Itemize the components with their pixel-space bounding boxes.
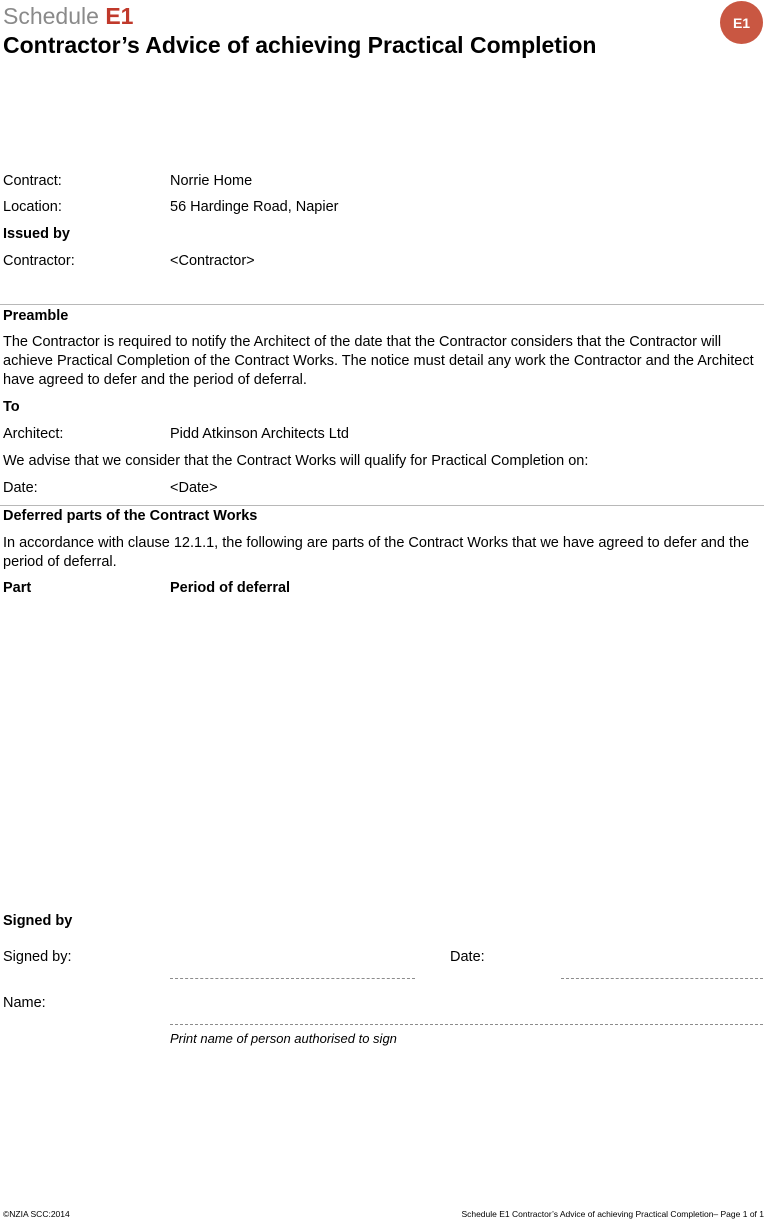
contract-value: Norrie Home <box>170 173 253 189</box>
contractor-label: Contractor: <box>3 253 75 269</box>
issued-by-heading: Issued by <box>3 226 70 242</box>
deferred-text: In accordance with clause 12.1.1, the following are parts of the Contract Works that we have agreed to defer and the period of deferral. <box>3 535 750 570</box>
date-value: <Date> <box>170 480 218 496</box>
contractor-value: <Contractor> <box>170 253 255 269</box>
schedule-badge: E1 <box>720 1 763 44</box>
contract-label: Contract: <box>3 173 62 189</box>
date-label: Date: <box>3 480 38 496</box>
divider <box>0 304 764 305</box>
schedule-label <box>3 3 133 30</box>
name-label: Name: <box>3 995 46 1011</box>
part-column-header: Part <box>3 580 32 596</box>
architect-value: Pidd Atkinson Architects Ltd <box>170 426 349 442</box>
advice-text: We advise that we consider that the Contract Works will qualify for Practical Completion on: <box>3 453 589 469</box>
footer-copyright: ©NZIA SCC:2014 <box>3 1209 70 1219</box>
divider <box>0 505 764 506</box>
schedule-code: E1 <box>105 3 134 29</box>
signature-line[interactable] <box>170 978 415 979</box>
footer-page-info: Schedule E1 Contractor’s Advice of achieving Practical Completion– Page 1 of 1 <box>461 1209 764 1219</box>
sign-date-label: Date: <box>450 949 485 965</box>
signed-by-label: Signed by: <box>3 949 72 965</box>
preamble-text: The Contractor is required to notify the Architect of the date that the Contractor considers that the Contractor will achieve Practical Completion of the Contract Works. The notice must detail any work the Contractor and the Architect have agreed to defer and the period of deferral. <box>3 334 754 388</box>
preamble-heading: Preamble <box>3 308 69 324</box>
architect-label: Architect: <box>3 426 64 442</box>
schedule-label-text: Schedule <box>3 3 99 29</box>
print-name-note: Print name of person authorised to sign <box>170 1031 397 1046</box>
sign-date-line[interactable] <box>561 978 763 979</box>
deferred-heading: Deferred parts of the Contract Works <box>3 508 258 524</box>
period-column-header: Period of deferral <box>170 580 291 596</box>
name-line[interactable] <box>170 1024 763 1025</box>
signed-heading: Signed by <box>3 913 73 929</box>
page-title: Contractor’s Advice of achieving Practical Completion <box>3 32 597 58</box>
to-heading: To <box>3 399 20 415</box>
location-label: Location: <box>3 199 62 215</box>
location-value: 56 Hardinge Road, Napier <box>170 199 339 215</box>
